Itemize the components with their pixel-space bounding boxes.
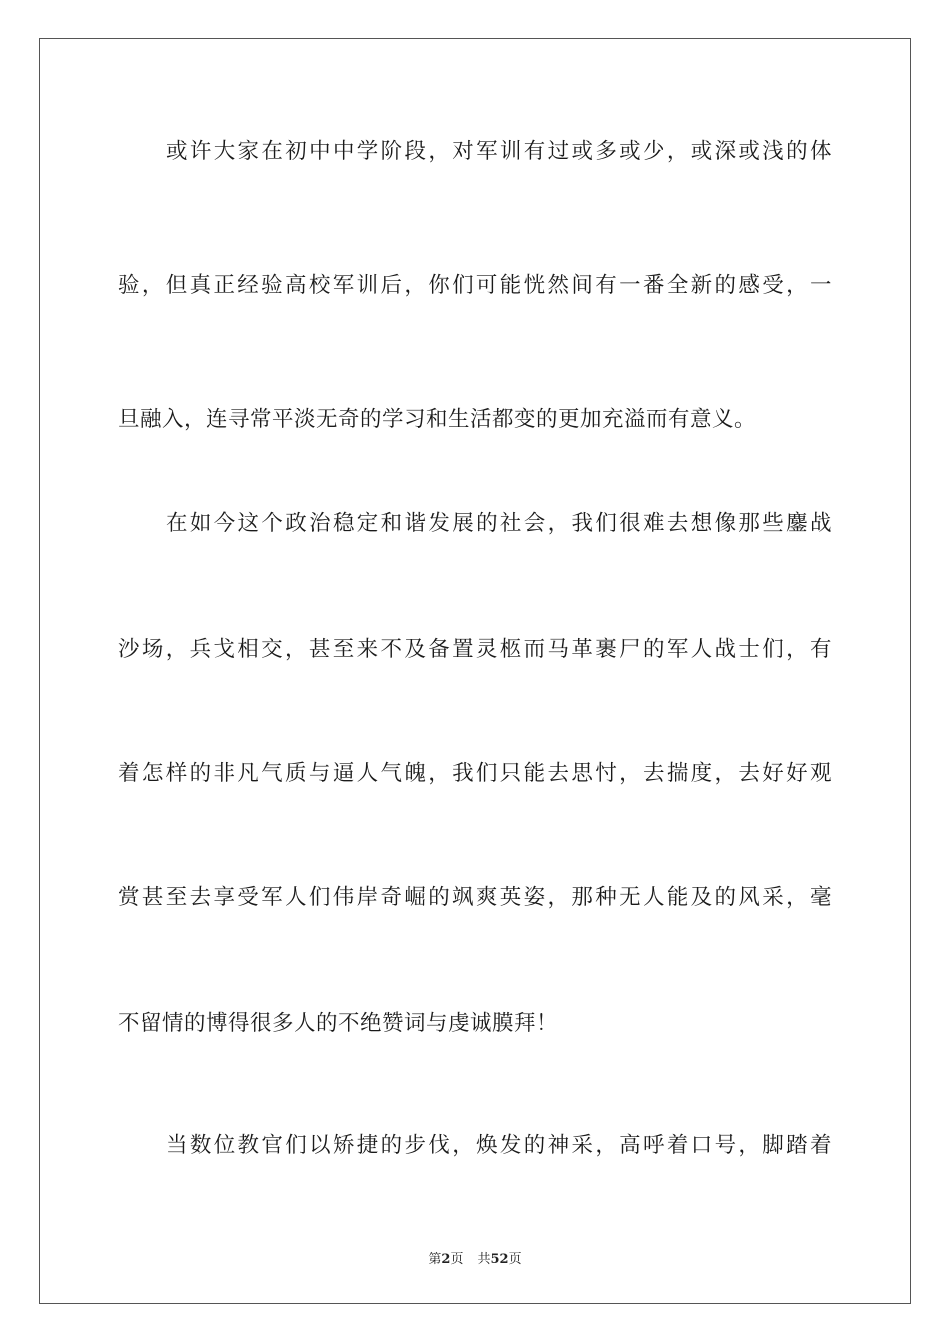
current-page-number: 2 (441, 1252, 451, 1267)
page-frame (39, 38, 911, 1304)
paragraph-1-line-1: 或许大家在初中中学阶段，对军训有过或多或少，或深或浅的体 (166, 139, 832, 164)
page-footer (0, 1248, 950, 1267)
page-prefix: 第 (428, 1252, 442, 1267)
paragraph-3-line-1: 当数位教官们以矫捷的步伐，焕发的神采，高呼着口号，脚踏着 (166, 1133, 832, 1158)
total-page-count: 52 (490, 1252, 509, 1267)
paragraph-2-line-1: 在如今这个政治稳定和谐发展的社会，我们很难去想像那些鏖战 (166, 511, 832, 536)
paragraph-2-line-5: 不留情的博得很多人的不绝赞词与虔诚膜拜！ (118, 1011, 559, 1036)
paragraph-1-line-2: 验，但真正经验高校军训后，你们可能恍然间有一番全新的感受，一 (118, 273, 832, 298)
paragraph-2-line-3: 着怎样的非凡气质与逼人气魄，我们只能去思忖，去揣度，去好好观 (118, 761, 832, 786)
total-suffix: 页 (508, 1252, 522, 1267)
paragraph-2-line-4: 赏甚至去享受军人们伟岸奇崛的飒爽英姿，那种无人能及的风采，毫 (118, 885, 832, 910)
page-suffix: 页 (450, 1252, 464, 1267)
paragraph-2-line-2: 沙场，兵戈相交，甚至来不及备置灵柩而马革裹尸的军人战士们，有 (118, 637, 832, 662)
total-prefix: 共 (477, 1252, 491, 1267)
paragraph-1-line-3: 旦融入，连寻常平淡无奇的学习和生活都变的更加充溢而有意义。 (118, 407, 757, 432)
